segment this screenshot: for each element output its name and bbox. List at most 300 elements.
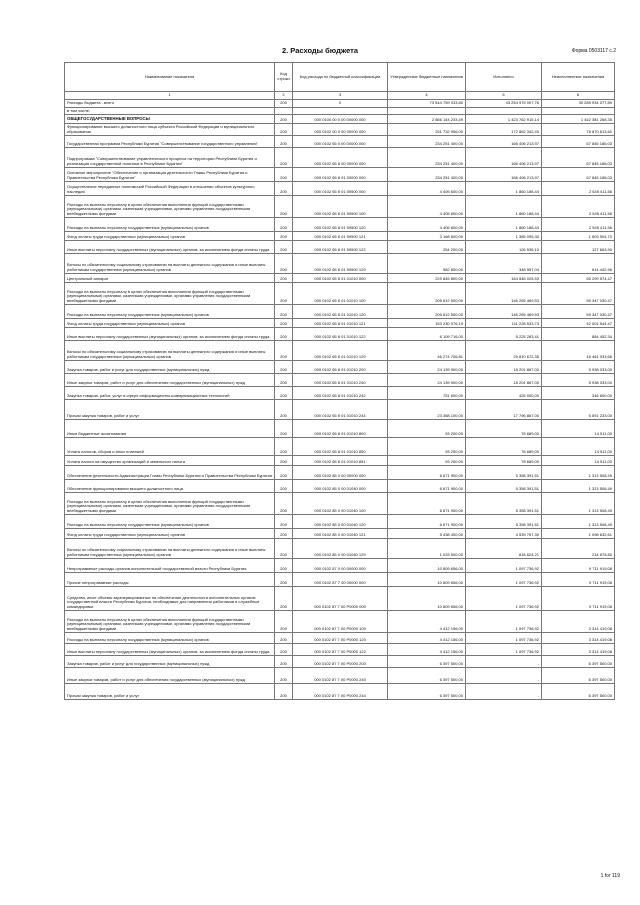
table-row [65,668,615,684]
cell-remaining: 214 875,80 [542,539,615,559]
column-header-line-code: Код строки [275,63,293,92]
cell-approved: 229 845 800,00 [388,274,466,283]
cell-executed: 818 624,21 [466,539,542,559]
cell-approved: 93 200,00 [388,456,466,466]
cell-remaining: 6 397 500,00 [542,668,615,684]
column-header-remaining: Неисполненные назначения [542,63,615,92]
cell-name: Расходы на выплаты персоналу государственных (муниципальных) органов [65,218,275,232]
table-row [65,274,615,283]
cell-kbk: 000 0102 87 7 00 P0000 120 [293,633,388,644]
cell-kbk: 000 0100 00 0 00 00000 000 [293,115,388,124]
cell-remaining: 9 711 919,08 [542,573,615,587]
cell-kbk: 000 0102 65 8 01 01010 121 [293,319,388,328]
cell-kbk: 000 0102 65 8 01 01010 851 [293,456,388,466]
cell-executed: 5 358 391,51 [466,480,542,493]
cell-kbk: 000 0102 65 8 01 59500 100 [293,196,388,218]
cell-name: Закупка товаров, работ и услуг для государственных (муниципальных) нужд [65,361,275,374]
column-number: 4 [388,92,466,100]
cell-approved: 24 139 900,00 [388,374,466,387]
cell-kbk: 000 0102 65 8 01 01010 122 [293,328,388,341]
cell-line-code: 200 [275,232,293,241]
cell-approved: 4 412 156,00 [388,611,466,633]
cell-executed: 5 358 391,51 [466,493,542,515]
cell-remaining: 3 314 419,08 [542,611,615,633]
table-row [65,196,615,218]
cell-approved: 4 405 600,00 [388,182,466,196]
cell-kbk: X [293,99,388,107]
table-row [65,136,615,148]
cell-remaining: 614 442,96 [542,254,615,274]
cell-executed: 43 254 975 007,76 [466,99,542,107]
column-header-approved: Утвержденные бюджетные назначения [388,63,466,92]
table-row [65,99,615,107]
cell-executed: 1 423 762 915,14 [466,115,542,124]
table-row [65,456,615,466]
cell-line-code: 200 [275,196,293,218]
cell-approved: 93 200,00 [388,420,466,438]
cell-executed: 166 406 213,97 [466,148,542,168]
table-row [65,400,615,420]
column-header-executed: Исполнено [466,63,542,92]
table-row [65,644,615,656]
table-row [65,124,615,136]
table-row [65,241,615,254]
cell-line-code: 200 [275,480,293,493]
cell-line-code: 200 [275,341,293,361]
cell-line-code: 200 [275,218,293,232]
cell-approved: 4 412 156,00 [388,633,466,644]
cell-name: Непрограммные расходы органов исполнительной государственной власти Республики Бурятия [65,559,275,573]
cell-approved: 23 388 100,00 [388,400,466,420]
cell-name: Подпрограмма "Совершенствование управленческого процесса на территории Республики Бурятия и реализация государственной политики в Республике Бурятия" [65,148,275,168]
cell-executed: 1 097 736,92 [466,633,542,644]
table-row [65,115,615,124]
cell-executed: 29 810 672,35 [466,341,542,361]
cell-remaining: 59 347 030,47 [542,305,615,319]
cell-name: Расходы на выплаты персоналу государственных (муниципальных) органов [65,515,275,529]
cell-kbk: 000 0102 87 7 00 P0000 244 [293,684,388,700]
cell-line-code: 200 [275,136,293,148]
table-row [65,420,615,438]
cell-remaining: 59 347 030,47 [542,283,615,305]
cell-executed: 166 406 213,97 [466,136,542,148]
table-row [65,305,615,319]
cell-executed: 166 406 213,97 [466,168,542,182]
cell-approved: 2 866 144 233,49 [388,115,466,124]
cell-name: Уплата налога на имущество организаций и земельного налога [65,456,275,466]
table-row [65,573,615,587]
cell-approved: 4 405 600,00 [388,196,466,218]
cell-line-code: 200 [275,573,293,587]
cell-kbk: 000 0102 65 8 01 01010 850 [293,438,388,456]
cell-remaining: 1 313 508,49 [542,515,615,529]
cell-remaining: 1 442 381 268,35 [542,115,615,124]
cell-executed: 1 097 736,92 [466,573,542,587]
cell-line-code: 200 [275,305,293,319]
table-row [65,611,615,633]
cell-line-code [275,107,293,115]
cell-kbk [293,107,388,115]
cell-kbk: 000 0102 87 7 00 P0000 200 [293,656,388,668]
cell-line-code: 200 [275,656,293,668]
cell-remaining: 1 313 508,49 [542,480,615,493]
cell-name: Расходы на выплаты персоналу государственных (муниципальных) органов [65,633,275,644]
cell-kbk: 000 0102 65 8 01 01010 242 [293,387,388,400]
column-number-row [65,92,615,100]
cell-approved: 6 397 500,00 [388,656,466,668]
cell-kbk: 000 0102 65 8 00 00000 000 [293,148,388,168]
column-number: 1 [65,92,275,100]
cell-executed: 18 201 867,00 [466,374,542,387]
cell-executed: 1 097 736,92 [466,559,542,573]
cell-approved: 93 200,00 [388,438,466,456]
cell-line-code: 200 [275,456,293,466]
cell-approved: 3 168 600,00 [388,232,466,241]
cell-kbk: 000 0102 65 8 01 59500 000 [293,182,388,196]
table-row [65,529,615,539]
cell-kbk: 000 0102 87 7 00 P0000 240 [293,668,388,684]
cell-name: Закупка товаров, работ и услуг для государственных (муниципальных) нужд [65,656,275,668]
cell-kbk: 000 0102 65 8 01 00000 000 [293,168,388,182]
cell-executed: 111 228 533,73 [466,319,542,328]
cell-executed: - [466,656,542,668]
page-number: 1 for 119 [600,873,620,879]
cell-approved: 153 230 076,19 [388,319,466,328]
cell-name: Взносы по обязательному социальному страхованию на выплаты денежного содержания и иные выплаты работникам государственных (муниципальных) органов [65,539,275,559]
cell-remaining: 1 313 508,49 [542,466,615,480]
cell-kbk: 000 0102 00 0 00 00000 000 [293,124,388,136]
cell-executed: 172 862 342,40 [466,124,542,136]
cell-executed: 1 097 736,92 [466,644,542,656]
cell-name: Центральный аппарат [65,274,275,283]
cell-executed: - [466,684,542,700]
cell-name: Расходы бюджета - всего [65,99,275,107]
cell-executed: 1 860 188,44 [466,196,542,218]
cell-remaining: 65 299 574,47 [542,274,615,283]
cell-line-code: 200 [275,493,293,515]
cell-kbk: 000 0102 65 8 01 59500 129 [293,254,388,274]
cell-kbk: 000 0102 65 8 01 01010 100 [293,283,388,305]
cell-approved: 46 274 706,81 [388,341,466,361]
cell-line-code: 200 [275,387,293,400]
cell-name: Фонд оплаты труда государственных (муниципальных) органов [65,232,275,241]
cell-kbk: 000 0102 85 0 00 01040 100 [293,493,388,515]
cell-executed: 5 225 283,41 [466,328,542,341]
cell-executed: 1 860 188,44 [466,218,542,232]
table-row [65,374,615,387]
cell-name: Иные выплаты персоналу государственных (муниципальных) органов, за исключением фонда оплаты труда [65,644,275,656]
cell-approved: 4 412 156,00 [388,644,466,656]
cell-kbk: 000 0102 65 8 01 59500 122 [293,241,388,254]
cell-kbk: 000 0102 65 8 01 01010 800 [293,420,388,438]
table-row [65,182,615,196]
column-header-kbk: Код расхода по бюджетной классификации [293,63,388,92]
cell-approved: 982 800,00 [388,254,466,274]
cell-line-code: 200 [275,644,293,656]
cell-remaining: 42 001 544,47 [542,319,615,328]
cell-line-code: 200 [275,420,293,438]
cell-kbk: 000 0102 65 8 01 01010 120 [293,305,388,319]
cell-name: Обеспечение деятельности Администрации Главы Республики Бурятия и Правительства Республики Бурятия [65,466,275,480]
cell-kbk: 000 0102 65 8 01 01010 244 [293,400,388,420]
cell-remaining: 127 663,90 [542,241,615,254]
cell-line-code: 200 [275,182,293,196]
cell-name: Расходы на выплаты персоналу в целях обеспечения выполнения функций государственными (муниципальными) органами, казенными учреждениями, органами управления государственными внебюджетными фондами [65,611,275,633]
cell-remaining: 1 098 632,61 [542,529,615,539]
cell-approved: 234 251 400,00 [388,148,466,168]
cell-approved: 205 612 500,00 [388,305,466,319]
cell-kbk: 000 0102 85 0 00 00000 000 [293,466,388,480]
cell-approved: 254 200,00 [388,241,466,254]
cell-remaining: 9 711 919,08 [542,587,615,611]
cell-executed: 17 796 867,00 [466,400,542,420]
cell-approved: 205 612 500,00 [388,283,466,305]
cell-line-code: 200 [275,466,293,480]
cell-remaining: 1 803 504,70 [542,232,615,241]
cell-remaining: 346 600,00 [542,387,615,400]
cell-approved: 234 251 400,00 [388,136,466,148]
cell-line-code: 200 [275,115,293,124]
cell-approved: 10 809 656,00 [388,559,466,573]
table-row [65,438,615,456]
cell-remaining: 5 938 033,00 [542,361,615,374]
cell-remaining: 16 461 033,66 [542,341,615,361]
cell-kbk: 000 0102 87 7 00 P0000 100 [293,611,388,633]
cell-line-code: 200 [275,611,293,633]
cell-line-code: 200 [275,374,293,387]
cell-line-code: 200 [275,124,293,136]
cell-approved: 234 251 400,00 [388,168,466,182]
cell-line-code: 200 [275,559,293,573]
cell-name: Обеспечение функционирования высшего должностного лица [65,480,275,493]
cell-executed: 164 546 025,53 [466,274,542,283]
cell-name: Иные выплаты персоналу государственных (муниципальных) органов, за исключением фонда оплаты труда [65,328,275,341]
table-row [65,254,615,274]
table-row [65,587,615,611]
table-row [65,656,615,668]
table-row [65,387,615,400]
cell-executed: 5 358 391,51 [466,515,542,529]
cell-approved: 6 671 900,00 [388,466,466,480]
cell-name: Закупка товаров, работ, услуг в сфере информационно-коммуникационных технологий [65,387,275,400]
cell-name: Иные закупки товаров, работ и услуг для обеспечения государственных (муниципальных) нужд [65,374,275,387]
cell-kbk: 000 0102 85 0 00 01040 129 [293,539,388,559]
cell-remaining: 5 938 033,00 [542,374,615,387]
cell-executed: 146 265 469,53 [466,283,542,305]
table-row [65,232,615,241]
cell-kbk: 000 0102 65 0 00 00000 000 [293,136,388,148]
cell-remaining: 30 289 934 077,89 [542,99,615,107]
cell-name: ОБЩЕГОСУДАРСТВЕННЫЕ ВОПРОСЫ [65,115,275,124]
cell-line-code: 200 [275,515,293,529]
cell-executed: 78 689,00 [466,438,542,456]
cell-approved: 6 671 900,00 [388,515,466,529]
cell-remaining: 14 511,00 [542,438,615,456]
cell-executed: 1 097 736,92 [466,587,542,611]
table-row [65,319,615,328]
cell-executed: 1 385 095,30 [466,232,542,241]
cell-approved: 73 544 759 033,80 [388,99,466,107]
cell-kbk: 000 0102 65 8 01 01010 240 [293,374,388,387]
cell-kbk: 000 0102 65 8 01 59500 121 [293,232,388,241]
cell-line-code: 200 [275,168,293,182]
cell-remaining: 5 591 233,00 [542,400,615,420]
cell-line-code: 200 [275,529,293,539]
cell-kbk: 000 0102 65 8 01 59500 120 [293,218,388,232]
cell-line-code: 200 [275,254,293,274]
cell-name: Функционирование высшего должностного лица субъекта Российской Федерации и муниципального образования [65,124,275,136]
page-title: 2. Расходы бюджета [281,46,359,55]
cell-kbk: 000 0102 65 8 01 01010 200 [293,361,388,374]
table-row [65,107,615,115]
cell-kbk: 000 0102 87 7 00 00000 000 [293,573,388,587]
cell-approved [388,107,466,115]
cell-approved: 24 139 900,00 [388,361,466,374]
cell-name: Расходы на выплаты персоналу в целях обеспечения выполнения функций государственными (муниципальными) органами, казенными учреждениями, органами управления государственными внебюджетными фондами [65,196,275,218]
column-number: 2 [275,92,293,100]
cell-kbk: 000 0102 87 7 00 P0000 000 [293,587,388,611]
cell-approved: 251 732 956,00 [388,124,466,136]
table-row [65,466,615,480]
cell-name: Фонд оплаты труда государственных (муниципальных) органов [65,319,275,328]
cell-name: Государственная программа Республики Бурятия "Совершенствование государственного управления" [65,136,275,148]
cell-kbk: 000 0102 85 0 00 01040 121 [293,529,388,539]
cell-remaining: 3 314 419,08 [542,644,615,656]
cell-remaining: 67 845 186,03 [542,136,615,148]
cell-approved: 10 809 656,00 [388,587,466,611]
cell-line-code: 200 [275,148,293,168]
cell-remaining: 6 397 500,00 [542,684,615,700]
cell-executed: 78 689,00 [466,420,542,438]
cell-approved: 4 405 600,00 [388,218,466,232]
cell-approved: 6 109 716,00 [388,328,466,341]
cell-line-code: 200 [275,99,293,107]
cell-line-code: 200 [275,361,293,374]
cell-kbk: 000 0102 87 0 00 00000 000 [293,559,388,573]
cell-line-code: 200 [275,438,293,456]
cell-approved: 6 671 900,00 [388,480,466,493]
cell-kbk: 000 0102 85 0 00 01040 000 [293,480,388,493]
cell-remaining: 14 511,00 [542,456,615,466]
column-number: 3 [293,92,388,100]
cell-name: Расходы на выплаты персоналу в целях обеспечения выполнения функций государственными (муниципальными) органами, казенными учреждениями, органами управления государственными внебюджетными фондами [65,283,275,305]
cell-name: Прочая закупка товаров, работ и услуг [65,684,275,700]
cell-approved: 751 600,00 [388,387,466,400]
cell-name: Основное мероприятие "Обеспечение и организация деятельности Главы Республики Бурятия и Правительства Республики Бурятия" [65,168,275,182]
cell-name: Расходы на выплаты персоналу в целях обеспечения выполнения функций государственными (муниципальными) органами, казенными учреждениями, органами управления государственными внебюджетными фондами [65,493,275,515]
table-row [65,559,615,573]
cell-executed: 18 201 867,00 [466,361,542,374]
table-row [65,539,615,559]
cell-executed: 1 097 736,92 [466,611,542,633]
cell-name: в том числе: [65,107,275,115]
cell-remaining: 884 452,34 [542,328,615,341]
cell-line-code: 200 [275,684,293,700]
cell-line-code: 200 [275,328,293,341]
column-number: 6 [542,92,615,100]
table-row [65,168,615,182]
cell-executed: 4 539 767,30 [466,529,542,539]
cell-remaining: 3 314 419,08 [542,633,615,644]
form-code: Форма 0503117 с.2 [571,48,616,54]
table-body [65,99,615,700]
cell-line-code: 200 [275,668,293,684]
table-row [65,218,615,232]
cell-line-code: 200 [275,400,293,420]
cell-remaining: 67 845 186,03 [542,148,615,168]
cell-line-code: 200 [275,241,293,254]
table-row [65,361,615,374]
cell-approved: 1 033 500,00 [388,539,466,559]
cell-name: Осуществление переданных полномочий Российской Федерации в отношении объектов культурного наследия [65,182,275,196]
cell-name: Иные выплаты персоналу государственных (муниципальных) органов, за исключением фонда оплаты труда [65,241,275,254]
cell-executed [466,107,542,115]
cell-executed: 78 689,00 [466,456,542,466]
cell-name: Фонд оплаты труда государственных (муниципальных) органов [65,529,275,539]
table-row [65,341,615,361]
cell-kbk: 000 0102 65 8 01 01010 000 [293,274,388,283]
cell-approved: 6 671 900,00 [388,493,466,515]
cell-executed: 1 860 188,44 [466,182,542,196]
cell-name: Прочая закупка товаров, работ и услуг [65,400,275,420]
cell-executed: 5 358 391,51 [466,466,542,480]
cell-line-code: 200 [275,319,293,328]
cell-remaining: 14 511,00 [542,420,615,438]
table-row [65,493,615,515]
column-number: 5 [466,92,542,100]
cell-approved: 6 397 500,00 [388,668,466,684]
cell-remaining: 78 870 613,60 [542,124,615,136]
cell-line-code: 200 [275,274,293,283]
cell-remaining: 6 397 500,00 [542,656,615,668]
table-row [65,148,615,168]
table-row [65,283,615,305]
cell-executed: 348 557,04 [466,254,542,274]
table-row [65,633,615,644]
cell-executed: 126 536,10 [466,241,542,254]
cell-line-code: 200 [275,539,293,559]
cell-name: Прочие непрограммные расходы [65,573,275,587]
cell-remaining: 2 545 411,56 [542,182,615,196]
cell-remaining: 2 545 411,56 [542,196,615,218]
column-header-name: Наименование показателя [65,63,275,92]
cell-approved: 6 397 500,00 [388,684,466,700]
cell-line-code: 200 [275,587,293,611]
budget-expenses-table [64,62,615,700]
cell-name: Уплата налогов, сборов и иных платежей [65,438,275,456]
cell-name: Иные закупки товаров, работ и услуг для обеспечения государственных (муниципальных) нужд [65,668,275,684]
cell-kbk: 000 0102 65 8 01 01010 129 [293,341,388,361]
cell-remaining [542,107,615,115]
cell-name: Взносы по обязательному социальному страхованию на выплаты денежного содержания и иные выплаты работникам государственных (муниципальных) органов [65,254,275,274]
table-row [65,684,615,700]
cell-remaining: 2 545 411,56 [542,218,615,232]
cell-name: Средства, иные объемы зарезервированные на обеспечение деятельности исполнительных органов государственной власти Республики Бурятия, необходимые для направления работников в служебные командировки [65,587,275,611]
cell-line-code: 200 [275,283,293,305]
cell-executed: 146 265 469,53 [466,305,542,319]
cell-executed: 425 000,00 [466,387,542,400]
table-row [65,328,615,341]
cell-name: Расходы на выплаты персоналу государственных (муниципальных) органов [65,305,275,319]
cell-name: Взносы по обязательному социальному страхованию на выплаты денежного содержания и иные выплаты работникам государственных (муниципальных) органов [65,341,275,361]
cell-line-code: 200 [275,633,293,644]
cell-remaining: 1 313 508,49 [542,493,615,515]
cell-remaining: 67 845 186,03 [542,168,615,182]
cell-kbk: 000 0102 87 7 00 P0000 122 [293,644,388,656]
cell-name: Иные бюджетные ассигнования [65,420,275,438]
cell-executed: - [466,668,542,684]
table-row [65,515,615,529]
